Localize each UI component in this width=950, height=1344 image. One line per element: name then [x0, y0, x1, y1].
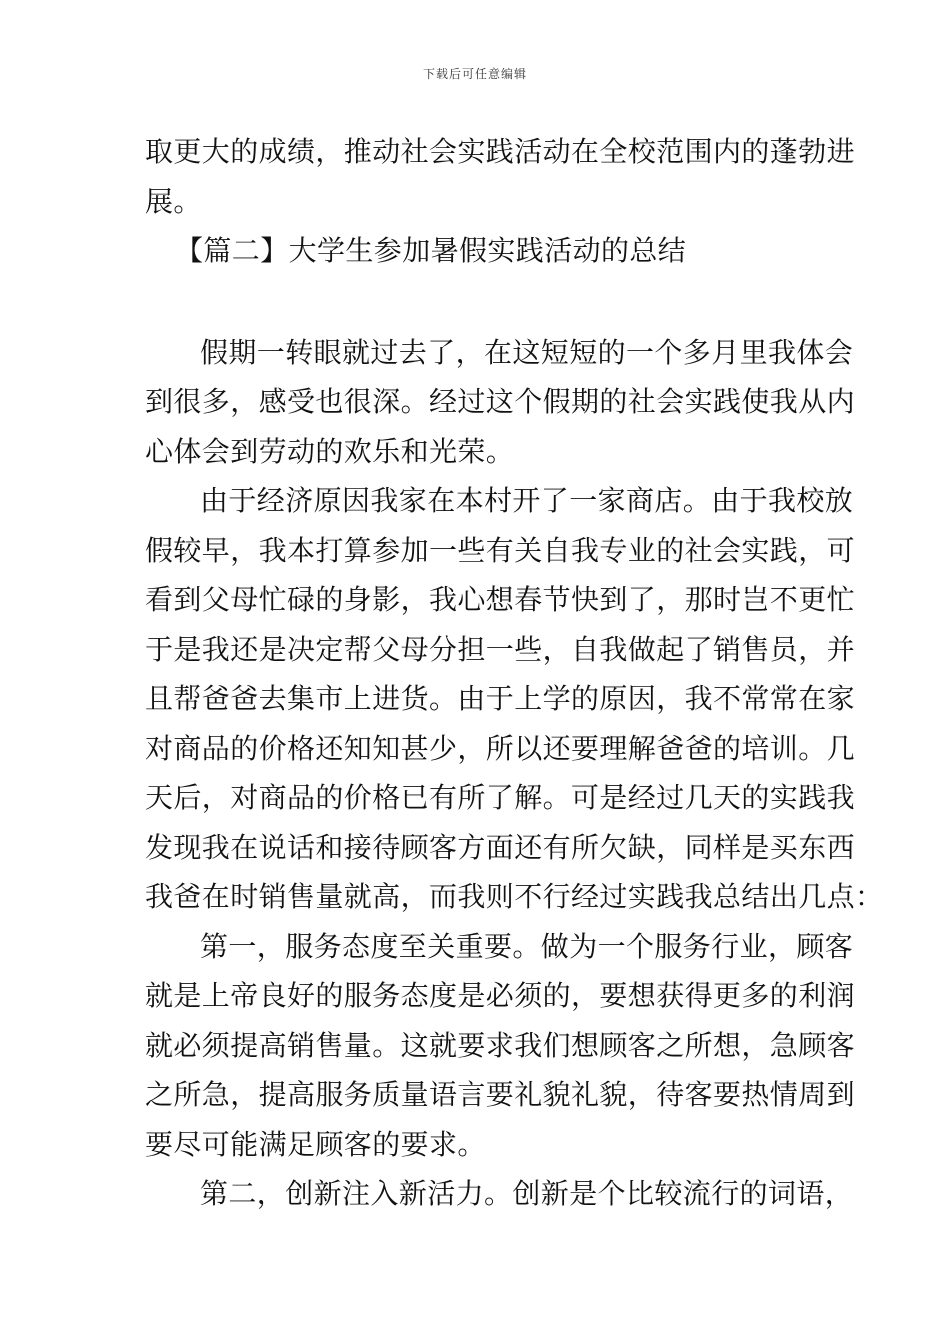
- paragraph-line: 展。: [145, 184, 202, 218]
- paragraph-line: 假期一转眼就过去了，在这短短的一个多月里我体会: [200, 335, 854, 369]
- paragraph-line: 之所急，提高服务质量语言要礼貌礼貌，待客要热情周到: [145, 1078, 856, 1111]
- paragraph-line: 对商品的价格还知知甚少，所以还要理解爸爸的培训。几: [145, 731, 856, 765]
- paragraph-line: 取更大的成绩，推动社会实践活动在全校范围内的蓬勃进: [145, 135, 856, 168]
- blank-line: [145, 276, 815, 328]
- paragraph-line: 假较早，我本打算参加一些有关自我专业的社会实践，可: [145, 533, 856, 567]
- paragraph-line: 看到父母忙碌的身影，我心想春节快到了，那时岂不更忙: [145, 583, 856, 616]
- paragraph-line: 由于经济原因我家在本村开了一家商店。由于我校放: [200, 484, 854, 517]
- paragraph-line: 第二，创新注入新活力。创新是个比较流行的词语，: [200, 1177, 854, 1210]
- section-heading: 【篇二】大学生参加暑假实践活动的总结: [175, 234, 687, 267]
- paragraph-line: 于是我还是决定帮父母分担一些，自我做起了销售员，并: [145, 632, 856, 666]
- paragraph-line: 天后，对商品的价格已有所了解。可是经过几天的实践我: [145, 781, 856, 814]
- paragraph-line: 且帮爸爸去集市上进货。由于上学的原因，我不常常在家: [145, 682, 856, 715]
- page-header-note: 下载后可任意编辑: [422, 67, 527, 81]
- paragraph-line: 心体会到劳动的欢乐和光荣。: [145, 434, 515, 468]
- paragraph-line: 发现我在说话和接待顾客方面还有所欠缺，同样是买东西: [145, 830, 856, 864]
- paragraph-line: 要尽可能满足顾客的要求。: [145, 1127, 486, 1161]
- document-body: [145, 127, 884, 1219]
- paragraph-line: 到很多，感受也很深。经过这个假期的社会实践使我从内: [145, 385, 856, 418]
- paragraph-line: 第一，服务态度至关重要。做为一个服务行业，顾客: [200, 929, 854, 963]
- paragraph-line: 就是上帝良好的服务态度是必须的，要想获得更多的利润: [145, 979, 856, 1012]
- paragraph-line: 我爸在时销售量就高，而我则不行经过实践我总结出几点：: [145, 880, 884, 913]
- paragraph-line: 就必须提高销售量。这就要求我们想顾客之所想，急顾客: [145, 1028, 856, 1062]
